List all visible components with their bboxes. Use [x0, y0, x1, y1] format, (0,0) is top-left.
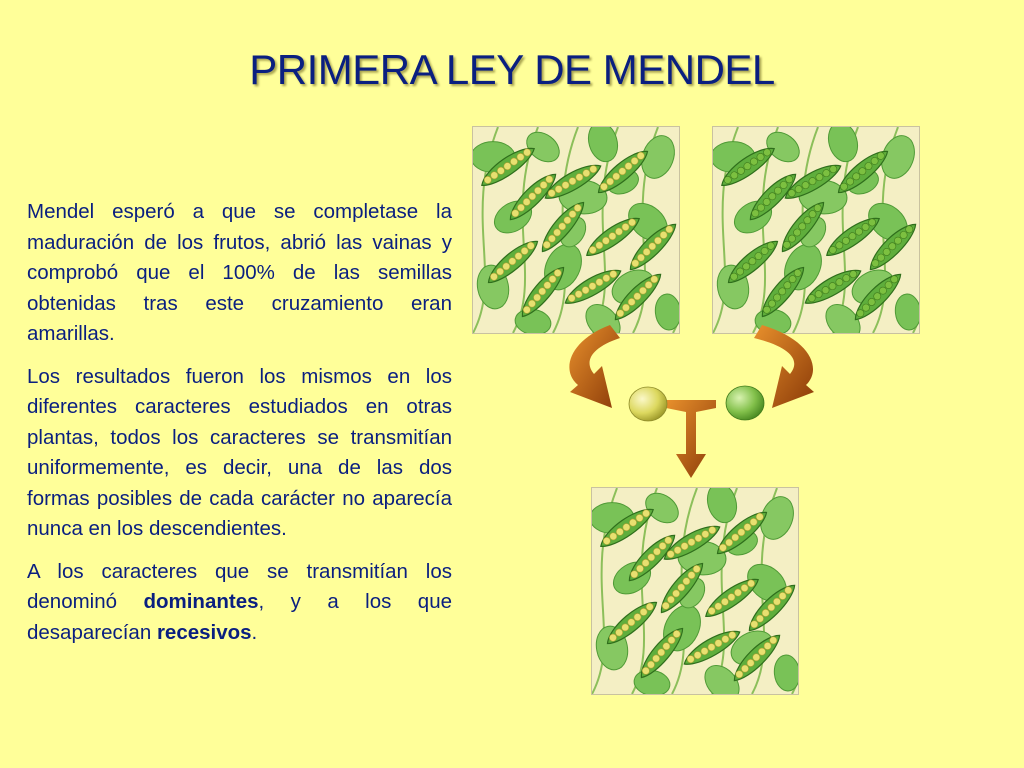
slide-title: PRIMERA LEY DE MENDEL: [249, 46, 775, 93]
paragraph-3-part3: .: [251, 620, 258, 644]
recesivos-term: recesivos: [156, 620, 252, 644]
paragraph-3-part1: A los caracteres que se transmitían los denominó: [27, 559, 452, 613]
body-text: [27, 197, 452, 660]
yellow-pea-plant-image: [472, 126, 680, 334]
paragraph-3: [27, 557, 452, 649]
down-arrow: [666, 400, 716, 478]
dominantes-term: dominantes: [143, 590, 259, 613]
cross-diagram: [540, 320, 860, 490]
paragraph-3-part2: , y a los que desaparecían: [27, 590, 452, 644]
offspring-pea-plant-image: [591, 487, 799, 695]
left-curved-arrow: [569, 325, 620, 408]
right-curved-arrow: [754, 325, 814, 408]
green-seed: [726, 386, 764, 420]
green-pea-plant-image: [712, 126, 920, 334]
paragraph-1: Mendel esperó a que se completase la maduración de los frutos, abrió las vainas y comprobó que el 100% de las semillas obtenidas tras este cruzamiento eran amarillas.: [27, 200, 452, 345]
paragraph-2: Los resultados fueron los mismos en los diferentes caracteres estudiados en otras plantas, todos los caracteres se transmitían uniformemente, es decir, una de las dos formas posibles de cada carácter no aparecía nunca en los descendientes.: [27, 364, 452, 540]
yellow-seed: [629, 387, 667, 421]
